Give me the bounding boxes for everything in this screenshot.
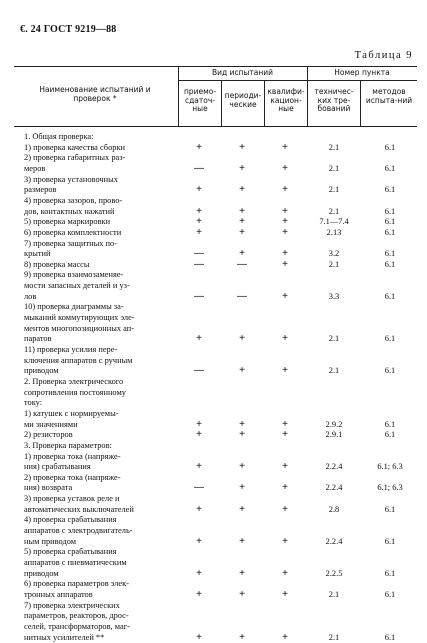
row-test-name: сопротивления постоянному: [24, 387, 126, 397]
row-periodic-mark: +: [239, 205, 245, 217]
row-tech-req-item: 7.1—7.4: [319, 217, 349, 227]
table-row: [0, 292, 427, 303]
table-row: [0, 132, 427, 143]
table-row: [0, 270, 427, 281]
table-row: [0, 462, 427, 473]
row-tech-req-item: 2.9.2: [325, 419, 343, 429]
row-test-name: размеров: [24, 185, 57, 195]
row-tech-req-item: 2.1: [328, 334, 340, 344]
row-qualification-mark: +: [282, 216, 288, 228]
row-test-name: приводом: [24, 568, 59, 578]
row-method-item: 6.1: [384, 430, 396, 440]
table-caption: Таблица 9: [354, 50, 413, 61]
table-row: [0, 207, 427, 218]
row-qualification-mark: +: [282, 429, 288, 441]
row-qualification-mark: +: [282, 162, 288, 174]
row-acceptance-mark: +: [196, 588, 202, 600]
row-method-item: 6.1: [384, 536, 396, 546]
row-method-item: 6.1: [384, 504, 396, 514]
table-row: [0, 388, 427, 399]
row-acceptance-mark: —: [194, 162, 204, 174]
row-test-name: ния) срабатывания: [24, 462, 91, 472]
row-periodic-mark: +: [239, 461, 245, 473]
row-test-name: 4) проверка срабатывания: [24, 515, 117, 525]
col-qualification-header: квалифи-кацион-ные: [267, 87, 305, 114]
row-test-name: приводом: [24, 366, 59, 376]
table-row: [0, 558, 427, 569]
row-test-name: току:: [24, 398, 43, 408]
row-method-item: 6.1; 6.3: [377, 483, 403, 493]
row-test-name: 1) проверка тока (напряже-: [24, 451, 121, 461]
row-test-name: меров: [24, 163, 46, 173]
table-row: [0, 366, 427, 377]
row-method-item: 6.1; 6.3: [377, 462, 403, 472]
row-periodic-mark: +: [239, 226, 245, 238]
table-row: [0, 175, 427, 186]
table-row: [0, 164, 427, 175]
row-test-name: 10) проверка диаграммы за-: [24, 302, 124, 312]
table-row: [0, 505, 427, 516]
row-test-name: 3) проверка установочных: [24, 174, 118, 184]
row-qualification-mark: +: [282, 184, 288, 196]
row-tech-req-item: 2.8: [328, 504, 340, 514]
row-test-name: автоматических выключателей: [24, 504, 134, 514]
row-acceptance-mark: —: [194, 290, 204, 302]
row-qualification-mark: +: [282, 258, 288, 270]
row-test-name: 6) проверка комплектности: [24, 227, 122, 237]
row-test-name: нитных усилителей **: [24, 632, 105, 642]
row-acceptance-mark: +: [196, 418, 202, 430]
row-test-name: 1) катушек с нормируемы-: [24, 408, 119, 418]
row-test-name: 6) проверка параметров элек-: [24, 579, 129, 589]
row-test-name: мыканий коммутирующих эле-: [24, 313, 135, 323]
table-row: [0, 633, 427, 643]
table-row: [0, 334, 427, 345]
row-qualification-mark: +: [282, 535, 288, 547]
row-acceptance-mark: —: [194, 248, 204, 260]
row-test-name: 2) резисторов: [24, 430, 73, 440]
table-row: [0, 249, 427, 260]
row-tech-req-item: 2.1: [328, 632, 340, 642]
row-acceptance-mark: —: [194, 258, 204, 270]
table-row: [0, 494, 427, 505]
row-test-name: 3) проверка уставок реле и: [24, 494, 120, 504]
row-acceptance-mark: +: [196, 184, 202, 196]
table-row: [0, 217, 427, 228]
row-tech-req-item: 2.1: [328, 163, 340, 173]
table-row: [0, 547, 427, 558]
table-row: [0, 196, 427, 207]
row-acceptance-mark: +: [196, 141, 202, 153]
row-test-name: аппаратов с электродвигатель-: [24, 526, 133, 536]
row-tech-req-item: 2.2.4: [325, 536, 343, 546]
col-test-methods-header: методов испыта-ний: [365, 87, 413, 105]
row-test-name: 11) проверка усилия пере-: [24, 345, 118, 354]
table-row: [0, 185, 427, 196]
row-tech-req-item: 2.1: [328, 206, 340, 216]
table-row: [0, 302, 427, 313]
row-tech-req-item: 2.1: [328, 366, 340, 376]
table-row: [0, 398, 427, 409]
row-test-name: параметров, реакторов, дрос-: [24, 611, 129, 621]
row-acceptance-mark: +: [196, 216, 202, 228]
row-tech-req-item: 2.9.1: [325, 430, 343, 440]
table-row: [0, 313, 427, 324]
table-row: [0, 473, 427, 484]
row-method-item: 6.1: [384, 227, 396, 237]
row-test-name: тронных аппаратов: [24, 589, 93, 599]
table-row: [0, 281, 427, 292]
row-acceptance-mark: +: [196, 429, 202, 441]
row-acceptance-mark: +: [196, 461, 202, 473]
row-periodic-mark: +: [239, 162, 245, 174]
row-test-name: 2) проверка тока (напряже-: [24, 472, 121, 482]
row-periodic-mark: +: [239, 248, 245, 260]
row-qualification-mark: +: [282, 588, 288, 600]
table-row: [0, 537, 427, 548]
row-qualification-mark: +: [282, 205, 288, 217]
row-qualification-mark: +: [282, 290, 288, 302]
row-test-name: мости запасных деталей и уз-: [24, 281, 130, 291]
table-row: [0, 239, 427, 250]
row-test-name: аппаратов с пневматическим: [24, 558, 127, 567]
row-test-name: ключения аппаратов с ручным: [24, 355, 133, 365]
table-row: [0, 143, 427, 154]
row-periodic-mark: +: [239, 535, 245, 547]
row-test-name: 7) проверка электрических: [24, 600, 120, 610]
row-method-item: 6.1: [384, 291, 396, 301]
table-row: [0, 622, 427, 633]
table-row: [0, 452, 427, 463]
table-row: [0, 228, 427, 239]
row-test-name: 2) проверка габаритных раз-: [24, 153, 126, 163]
row-test-name: ным приводом: [24, 536, 77, 546]
row-qualification-mark: +: [282, 631, 288, 643]
table-row: [0, 441, 427, 452]
row-periodic-mark: —: [237, 290, 247, 302]
row-test-name: ния) возврата: [24, 483, 73, 493]
table-row: [0, 430, 427, 441]
row-qualification-mark: +: [282, 461, 288, 473]
row-acceptance-mark: +: [196, 205, 202, 217]
row-method-item: 6.1: [384, 419, 396, 429]
col-tech-req-header: техничес-ких тре-бований: [314, 87, 354, 114]
row-test-name: лов: [24, 291, 37, 301]
row-acceptance-mark: +: [196, 333, 202, 345]
row-test-name: 1. Общая проверка:: [24, 132, 94, 141]
table-top-rule: [14, 66, 417, 67]
row-method-item: 6.1: [384, 632, 396, 642]
row-tech-req-item: 2.2.5: [325, 568, 343, 578]
row-tech-req-item: 2.2.4: [325, 462, 343, 472]
row-acceptance-mark: —: [194, 482, 204, 494]
row-qualification-mark: +: [282, 365, 288, 377]
test-type-group-header: Вид испытаний: [211, 68, 274, 77]
row-test-name: селей, трансформаторов, маг-: [24, 621, 130, 631]
table-row: [0, 356, 427, 367]
row-method-item: 6.1: [384, 163, 396, 173]
row-test-name: ми значениями: [24, 419, 78, 429]
row-acceptance-mark: +: [196, 503, 202, 515]
row-periodic-mark: +: [239, 588, 245, 600]
row-method-item: 6.1: [384, 249, 396, 259]
row-qualification-mark: +: [282, 503, 288, 515]
row-test-name: 5) проверка срабатывания: [24, 547, 117, 557]
row-tech-req-item: 2.13: [326, 227, 342, 237]
row-qualification-mark: +: [282, 482, 288, 494]
table-row: [0, 601, 427, 612]
row-method-item: 6.1: [384, 185, 396, 195]
row-test-name: 5) проверка маркировки: [24, 217, 111, 227]
row-acceptance-mark: +: [196, 631, 202, 643]
row-tech-req-item: 3.2: [328, 249, 340, 259]
row-test-name: дов, контактных нажатий: [24, 206, 115, 216]
row-periodic-mark: +: [239, 333, 245, 345]
table-row: [0, 345, 427, 356]
group-header-rule: [178, 80, 417, 81]
row-test-name: 1) проверка качества сборки: [24, 142, 125, 152]
row-method-item: 6.1: [384, 568, 396, 578]
table-row: [0, 324, 427, 335]
table-row: [0, 420, 427, 431]
row-method-item: 6.1: [384, 206, 396, 216]
row-acceptance-mark: +: [196, 226, 202, 238]
table-row: [0, 611, 427, 622]
row-test-name: 3. Проверка параметров:: [24, 440, 112, 450]
table-row: [0, 409, 427, 420]
header-bottom-rule: [14, 126, 417, 127]
table-row: [0, 515, 427, 526]
row-test-name: 7) проверка защитных по-: [24, 238, 117, 248]
col-divider-5: [360, 80, 361, 126]
row-qualification-mark: +: [282, 226, 288, 238]
row-tech-req-item: 2.2.4: [325, 483, 343, 493]
row-qualification-mark: +: [282, 567, 288, 579]
row-tech-req-item: 3.3: [328, 291, 340, 301]
row-qualification-mark: +: [282, 418, 288, 430]
row-periodic-mark: +: [239, 503, 245, 515]
row-periodic-mark: +: [239, 141, 245, 153]
row-periodic-mark: +: [239, 567, 245, 579]
table-row: [0, 153, 427, 164]
name-column-header: Наименование испытаний и проверок *: [39, 85, 151, 103]
table-row: [0, 526, 427, 537]
col-divider-2: [221, 80, 222, 126]
row-method-item: 6.1: [384, 334, 396, 344]
row-acceptance-mark: +: [196, 535, 202, 547]
col-divider-3: [264, 80, 265, 126]
row-tech-req-item: 2.1: [328, 259, 340, 269]
row-periodic-mark: +: [239, 482, 245, 494]
row-acceptance-mark: —: [194, 365, 204, 377]
row-periodic-mark: +: [239, 631, 245, 643]
table-row: [0, 590, 427, 601]
row-periodic-mark: +: [239, 429, 245, 441]
row-test-name: 8) проверка массы: [24, 259, 90, 269]
table-row: [0, 260, 427, 271]
item-number-group-header: Номер пункта: [334, 68, 390, 77]
row-periodic-mark: +: [239, 418, 245, 430]
col-acceptance-header: приемо-сдаточ-ные: [183, 87, 217, 114]
row-test-name: ментов многопозиционных ап-: [24, 323, 135, 333]
row-method-item: 6.1: [384, 589, 396, 599]
row-periodic-mark: +: [239, 184, 245, 196]
row-test-name: паратов: [24, 334, 52, 344]
row-test-name: 4) проверка зазоров, прово-: [24, 195, 123, 205]
row-qualification-mark: +: [282, 248, 288, 260]
row-acceptance-mark: +: [196, 567, 202, 579]
row-tech-req-item: 2.1: [328, 142, 340, 152]
row-method-item: 6.1: [384, 366, 396, 376]
col-periodic-header: периоди-ческие: [224, 91, 262, 109]
row-periodic-mark: +: [239, 216, 245, 228]
row-qualification-mark: +: [282, 333, 288, 345]
row-test-name: 2. Проверка электрического: [24, 376, 124, 386]
row-qualification-mark: +: [282, 141, 288, 153]
table-row: [0, 579, 427, 590]
row-method-item: 6.1: [384, 217, 396, 227]
row-test-name: 9) проверка взаимозаменяе-: [24, 270, 124, 280]
row-periodic-mark: —: [237, 258, 247, 270]
row-method-item: 6.1: [384, 259, 396, 269]
row-method-item: 6.1: [384, 142, 396, 152]
table-row: [0, 483, 427, 494]
row-tech-req-item: 2.1: [328, 589, 340, 599]
row-test-name: крытий: [24, 249, 51, 259]
table-row: [0, 569, 427, 580]
table-row: [0, 377, 427, 388]
row-periodic-mark: +: [239, 365, 245, 377]
page-header: €. 24 ГОСТ 9219—88: [20, 24, 117, 35]
row-tech-req-item: 2.1: [328, 185, 340, 195]
